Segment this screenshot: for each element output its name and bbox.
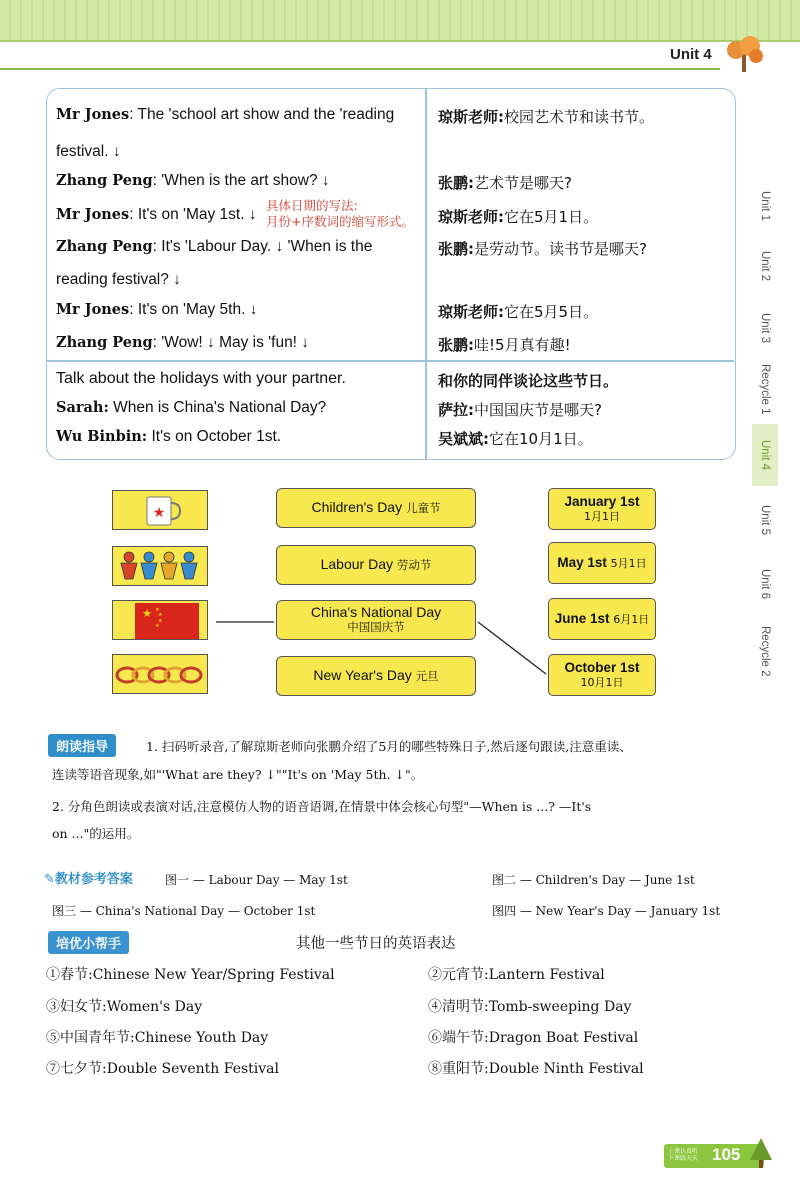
guide-p2b: on ..."的运用。 (52, 826, 140, 841)
dialogue-line-2: Zhang Peng: 'When is the art show? ↓ (56, 172, 330, 189)
tree-icon (722, 32, 768, 74)
svg-text:★: ★ (155, 607, 160, 613)
page-number: 105 (712, 1145, 741, 1164)
svg-text:★: ★ (142, 607, 152, 620)
dialogue-line-1b: festival. ↓ (56, 143, 121, 160)
answer-3: 图三 — China's National Day — October 1st (52, 904, 316, 918)
helper-title: 其他一些节日的英语表达 (296, 936, 456, 952)
answer-1: 图一 — Labour Day — May 1st (165, 873, 348, 887)
dialogue-zh-6: 张鹏:哇!5月真有趣! (438, 336, 571, 354)
mug-icon (113, 491, 209, 531)
paper-chain-icon (113, 655, 209, 695)
helper-item: ①春节:Chinese New Year/Spring Festival (46, 967, 335, 983)
dialogue-zh-4: 张鹏:是劳动节。读书节是哪天? (438, 240, 647, 258)
guide-p2a: 2. 分角色朗读或表演对话,注意模仿人物的语音语调,在情景中体会核心句型"—When is ...? —It's (52, 799, 592, 814)
dialogue-line-1: Mr Jones: The 'school art show and the 'reading (56, 106, 395, 123)
tab-unit-6[interactable]: Unit 6 (759, 568, 771, 600)
tab-recycle-2[interactable]: Recycle 2 (759, 625, 771, 677)
dialogue-line-3: Mr Jones: It's on 'May 1st. ↓ (56, 206, 257, 223)
date-card[interactable]: May 1st 5月1日 (548, 542, 656, 584)
guide-p1b: 连读等语音现象,如"'What are they? ↓""It's on 'May 5th. ↓"。 (52, 767, 424, 782)
paper-children-icon (113, 547, 209, 587)
holiday-label[interactable]: New Year's Day 元旦 (276, 656, 476, 696)
answer-4: 图四 — New Year's Day — January 1st (492, 904, 721, 918)
matching-lines (200, 600, 560, 680)
helper-badge: 培优小帮手 (48, 931, 129, 954)
pine-tree-icon (748, 1136, 774, 1170)
chain-picture (112, 654, 208, 694)
tab-unit-2[interactable]: Unit 2 (759, 250, 771, 282)
helper-item: ④清明节:Tomb-sweeping Day (428, 999, 632, 1015)
dialogue-line-6: Zhang Peng: 'Wow! ↓ May is 'fun! ↓ (56, 334, 310, 351)
mug-picture (112, 490, 208, 530)
tab-unit-5[interactable]: Unit 5 (759, 504, 771, 536)
dialogue-line-5: Mr Jones: It's on 'May 5th. ↓ (56, 301, 258, 318)
talk-zh-1: 萨拉:中国国庆节是哪天? (438, 401, 602, 419)
paper-children-picture (112, 546, 208, 586)
helper-item: ⑥端午节:Dragon Boat Festival (428, 1030, 639, 1046)
unit-title: Unit 4 (670, 46, 712, 63)
helper-item: ⑧重阳节:Double Ninth Festival (428, 1061, 644, 1077)
pen-icon: ✎ (44, 872, 55, 887)
dialogue-zh-5: 琼斯老师:它在5月5日。 (438, 303, 599, 321)
holiday-label[interactable]: Labour Day 劳动节 (276, 545, 476, 585)
header-rule (0, 68, 720, 70)
dialogue-line-4b: reading festival? ↓ (56, 271, 181, 288)
talk-line-1: Sarah: When is China's National Day? (56, 399, 327, 416)
holiday-label[interactable]: China's National Day 中国国庆节 (276, 600, 476, 640)
dialogue-zh-3: 琼斯老师:它在5月1日。 (438, 208, 599, 226)
helper-item: ⑤中国青年节:Chinese Youth Day (46, 1030, 269, 1046)
talk-line-2: Wu Binbin: It's on October 1st. (56, 428, 282, 445)
helper-item: ⑦七夕节:Double Seventh Festival (46, 1061, 279, 1077)
helper-item: ②元宵节:Lantern Festival (428, 967, 605, 983)
page-slogan: 上课认真听 下课练天天 (668, 1148, 699, 1162)
tab-unit-1[interactable]: Unit 1 (759, 190, 771, 222)
date-note: 具体日期的写法: 月份+序数词的缩写形式。 (266, 198, 414, 229)
talk-zh-2: 吴斌斌:它在10月1日。 (438, 430, 593, 448)
tab-unit-4[interactable]: Unit 4 (752, 424, 778, 486)
date-card[interactable]: June 1st 6月1日 (548, 598, 656, 640)
helper-item: ③妇女节:Women's Day (46, 999, 203, 1015)
date-card[interactable]: January 1st 1月1日 (548, 488, 656, 530)
dialogue-zh-1: 琼斯老师:校园艺术节和读书节。 (438, 108, 655, 126)
answer-2: 图二 — Children's Day — June 1st (492, 873, 695, 887)
tab-recycle-1[interactable]: Recycle 1 (759, 363, 771, 415)
holiday-label[interactable]: Children's Day 儿童节 (276, 488, 476, 528)
china-flag-picture (112, 600, 208, 640)
dialogue-zh-2: 张鹏:艺术节是哪天? (438, 174, 572, 192)
dialogue-separator (46, 360, 734, 362)
dialogue-line-4: Zhang Peng: It's 'Labour Day. ↓ 'When is the (56, 238, 373, 255)
svg-text:★: ★ (158, 618, 163, 624)
answers-title: ✎教材参考答案 (44, 872, 133, 887)
guide-p1a: 1. 扫码听录音,了解琼斯老师向张鹏介绍了5月的哪些特殊日子,然后逐句跟读,注意重读、 (146, 739, 632, 754)
svg-text:★: ★ (158, 612, 163, 618)
talk-instruction: Talk about the holidays with your partner. (56, 370, 346, 387)
reading-guide-badge: 朗读指导 (48, 734, 116, 757)
svg-text:★: ★ (155, 623, 160, 629)
talk-instruction-zh: 和你的同伴谈论这些节日。 (438, 372, 619, 390)
header-band (0, 0, 800, 42)
dialogue-divider (425, 88, 427, 460)
china-flag-icon (113, 601, 209, 641)
tab-unit-3[interactable]: Unit 3 (759, 312, 771, 344)
date-card[interactable]: October 1st 10月1日 (548, 654, 656, 696)
svg-text:★: ★ (152, 505, 166, 521)
